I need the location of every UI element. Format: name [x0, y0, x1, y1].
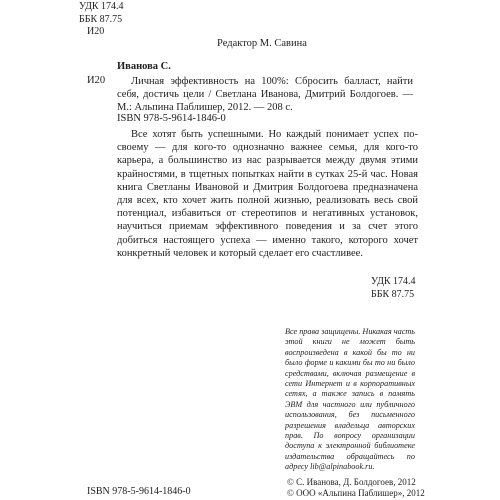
bbk-code-right: ББК 87.75 — [371, 288, 415, 300]
copyright-line: © ООО «Альпина Паблишер», 2012 — [287, 487, 425, 498]
copyright-line: © С. Иванова, Д. Болдогоев, 2012 — [287, 477, 416, 487]
udk-code: УДК 174.4 — [79, 1, 124, 12]
isbn-main: ISBN 978-5-9614-1846-0 — [117, 113, 226, 124]
rights-notice — [285, 327, 415, 473]
isbn-bottom: ISBN 978-5-9614-1846-0 — [87, 486, 191, 497]
annotation-text: Все хотят быть успешными. Но каждый понимает успех по-своему — для кого-то однозначно важнее семья, для кого-то карьера, а большинство из нас разрывается между двумя этими крайностями, в тщетных попытках найти в сутках 25-й час. Новая книга Светланы Ивановой и Дмитрия Болдогоева предназначена для всех, кто хочет жить полной жизнью, реализовать весь свой потенциал, избавиться от стереотипов и негативных установок, научиться приемам эффективного поведения и за счет этого добиться настоящего успеха — именно такого, которого хочет конкретный человек и который сделает его счастливее. — [117, 129, 418, 259]
classification-codes-right — [371, 276, 416, 301]
bibliographic-record — [117, 75, 413, 114]
bibliographic-text: Личная эффективность на 100%: Сбросить балласт, найти себя, достичь цели / Светлана Иванова, Дмитрий Болдогоев. — М.: Альпина Паблишер, 2012. — 208 с. — [117, 76, 413, 113]
rights-notice-text: Все права защищены. Никакая часть этой книги не может быть воспроизведена в какой бы то ни было форме и какими бы то ни было средствами, включая размещение в сети Интернет и в корпоративных сетях, а также запись в память ЭВМ для частного или публичного использования, без письменного разрешения владельца авторских прав. По вопросу организации доступа к электронной библиотеке издательства обращайтесь по адресу lib@alpinabook.ru. — [285, 327, 415, 472]
author-sign-left: И20 — [87, 75, 106, 86]
editor-line: Редактор М. Савина — [217, 38, 307, 49]
author-heading: Иванова С. — [117, 61, 171, 72]
copyright-block — [287, 477, 425, 498]
annotation — [117, 128, 418, 260]
bbk-code: ББК 87.75 — [79, 13, 123, 25]
author-sign: И20 — [87, 26, 105, 37]
classification-codes-top — [79, 1, 124, 39]
udk-code-right: УДК 174.4 — [371, 276, 416, 287]
